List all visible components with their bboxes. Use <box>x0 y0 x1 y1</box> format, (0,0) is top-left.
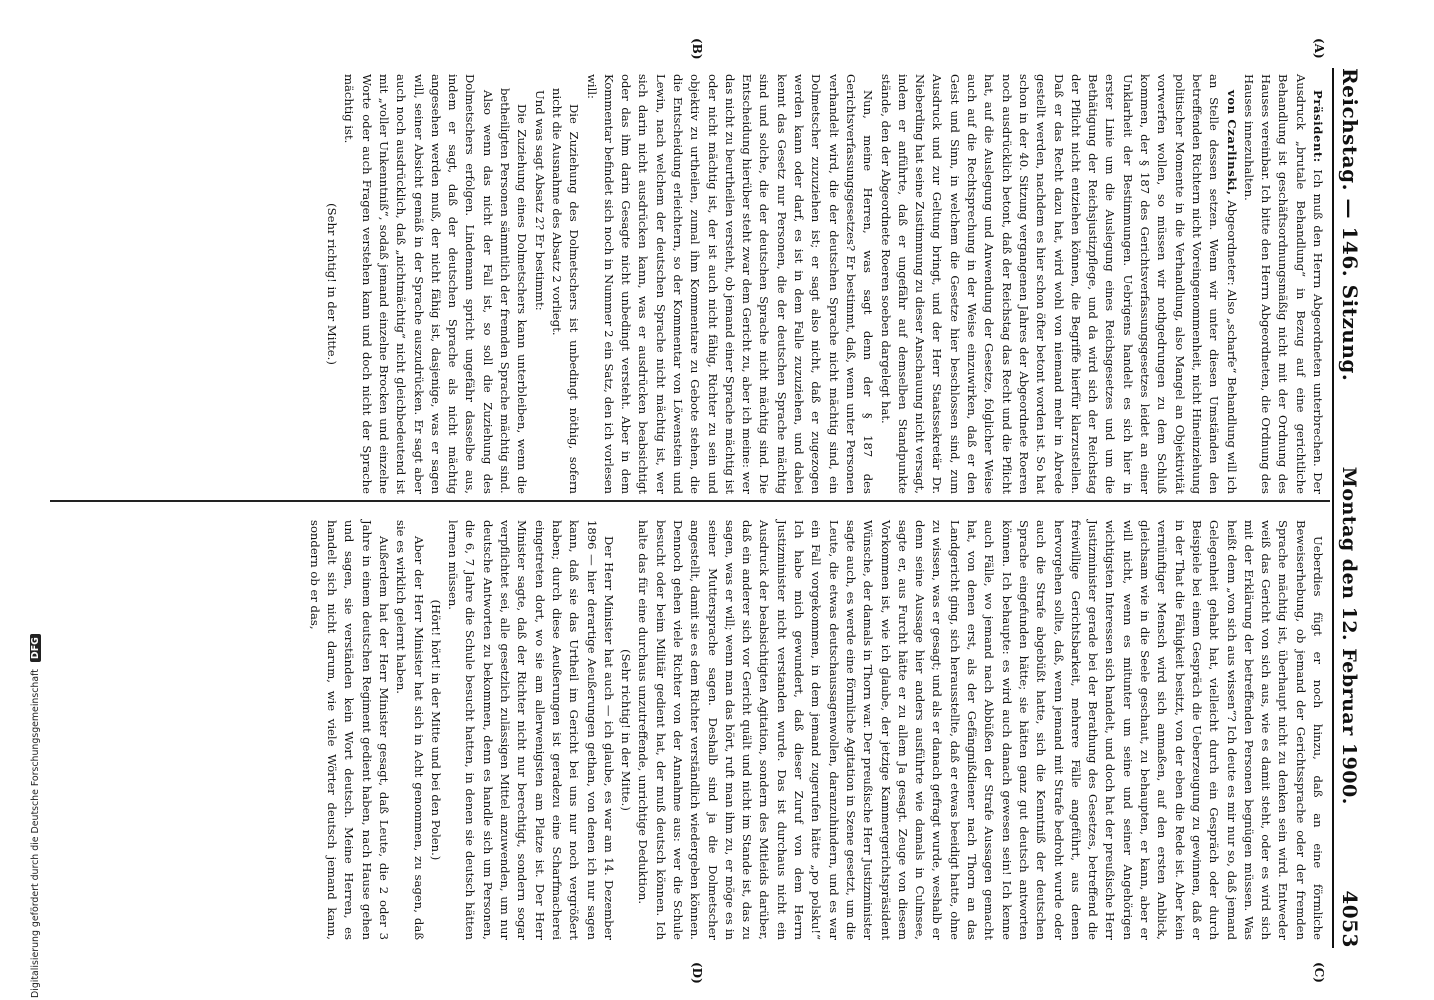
speaker-name: Präsident: <box>1311 90 1325 170</box>
paragraph-text: Ueberdies fügt er noch hinzu, daß an eine förmliche Beweiserhebung, ob jemand der Gerichtssprache oder der fremden Sprache mächtig ist, überhaupt nicht zu denken sein wird. Entweder weiß das Gericht von sich aus, wie es damit steht, oder es wird sich mit der Erklärung der betreffenden Personen begnügen müssen. Was heißt denn „von sich aus wissen“? Ich deute es mir nur so, daß jemand Gelegenheit gehabt hat, vielleicht durch ein Gespräch oder durch Beispiele bei einem Gespräch die Ueberzeugung zu gewinnen, daß er in der That die Fähigkeit besitzt, von der eben die Rede ist. Aber kein vernünftiger Mensch wird sich anmaßen, auf den ersten Anblick, gleichsam wie in die Seele geschaut, zu behaupten, er kann, aber er will nicht, wenn es mitunter um seine und seiner Angehörigen wichtigsten Interessen sich handelt, und doch hat der preußische Herr Justizminister gerade bei der Berathung des Gesetzes, betreffend die freiwillige Gerichtsbarkeit, mehrere Fälle angeführt, aus denen hervorgehen sollte, daß, wenn jemand mit Strafe bedroht wurde oder auch die Strafe abgebüßt hatte, sich die Kenntniß der deutschen Sprache eingefunden hätte; sie hätten ganz gut deutsch antworten können. Ich behaupte: es wird auch danach gewesen sein! Ich kenne auch Fälle, wo jemand nach Abbüßen der Strafe Aussagen gemacht hat, von denen erst, als der Gefängnißdiener nach Thorn an das Landgericht ging, sich herausstellte, daß er etwas beeidigt hatte, ohne zu wissen, was er gesagt; und als er danach gefragt wurde, weshalb er denn seine Aussage hier anders ausführte wie damals in Culmsee, sagte er, aus Furcht hätte er zu allem Ja gesagt. Zeuge von diesem Vorkommen ist, wie ich glaube, der jetzige Kammergerichtspräsident Wünsche, der damals in Thorn war. Der preußische Herr Justizminister sagte auch, es werde eine förmliche Agitation in Szene gesetzt, um die Leute, die etwas deutschaussagenwollen, daranzuhindern, und es war ein Fall vorgekommen, in dem jemand zugerufen hätte „po polsku!“ Ich habe mich gewundert, daß dieser Zuruf von dem Herrn Justizminister nicht verstanden wurde. Das ist durchaus nicht ein Ausdruck der beabsichtigten Agitation, sondern des Mitleids darüber, daß ein anderer sich vor Gericht quält und nicht im Stande ist, das zu sagen, was er will; wenn man das hört, ruft man ihm zu, er möge es in seiner Muttersprache sagen. Deshalb sind ja die Dolmetscher angestellt, damit sie es dem Richter verständlich wiedergeben können. Dennoch gehen viele Richter von der Annahme aus: wer die Schule besucht oder beim Militär gedient hat, der muß deutsch können. Ich halte das für eine durchaus unzutreffende, unrichtige Deduktion. <box>636 520 1325 940</box>
paragraph <box>427 520 444 940</box>
credit-text: Digitalisierung gefördert durch die Deutsche Forschungsgemeinschaft <box>30 669 41 998</box>
header-rule <box>1332 68 1334 948</box>
page-number: 4053 <box>1338 890 1362 948</box>
paragraph <box>496 74 531 494</box>
paragraph-text: Aber der Herr Minister hat sich in Acht genommen, zu sagen, daß sie es wirklich gelernt haben. <box>394 520 426 940</box>
paragraph-text: (Sehr richtig! in der Mitte.) <box>619 649 634 811</box>
paragraph <box>444 520 617 940</box>
paragraph <box>876 74 1239 494</box>
paragraph-text: Die Zuziehung des Dolmetschers ist unbedingt nöthig, sofern nicht die Ausnahme des Absatz 2 vorliegt. <box>549 88 582 494</box>
paragraph-text: Außerdem hat der Herr Minister gesagt, daß Leute, die 2 oder 3 Jahre in einem deutschen Regiment gedient haben, nach Hause gehen und sagen, sie verständen kein Wort deutsch. Meine Herren, es handelt sich nicht darum, wie viele Wörter deutsch jemand kann, sondern ob er das, <box>307 520 391 940</box>
margin-marker-b: (B) <box>690 38 704 60</box>
paragraph-text: Nun, meine Herren, was sagt denn der § 187 des Gerichtsverfassungsgesetzes? Er bestimmt, daß, wenn unter Personen verhandelt wird, die der deutschen Sprache nicht mächtig sind, ein Dolmetscher zuzuziehen ist; er sagt also nicht, daß er zugezogen werden kann oder darf, es ist in dem Falle zuzuziehen, und dabei kennt das Gesetz nur Personen, die der deutschen Sprache mächtig sind und solche, die der deutschen Sprache nicht mächtig sind. Die Entscheidung hierüber steht zwar dem Gericht zu, aber ich meine: wer das nicht zu beurtheilen versteht, ob jemand einer Sprache mächtig ist oder nicht mächtig ist, der ist auch nicht fähig, Richter zu sein und objektiv zu urtheilen, zumal ihm Kommentare zu Gebote stehen, die die Entscheidung erleichtern, so der Kommentar von Löwenstein und Lewin, nach welchem der deutschen Sprache nicht mächtig ist, wer sich darin nicht ausdrücken kann, was er ausdrücken beabsichtigt oder das ihm darin Gesagte nicht unbedingt versteht. Aber in dem Kommentar befindet sich noch in Nummer 2 ein Satz, den ich vorlesen will: <box>584 74 876 494</box>
paragraph-text: Und was sagt Absatz 2? Er bestimmt: <box>532 90 547 311</box>
paragraph-text: Ich muß den Herrn Abgeordneten unterbrechen. Der Ausdruck „brutale Behandlung“ in Bezug auf eine gerichtliche Behandlung ist geschäftsordnungsmäßig nicht mit der Ordnung des Hauses vereinbar. Ich bitte den Herrn Abgeordneten, die Ordnung des Hauses innezuhalten. <box>1241 74 1325 495</box>
paragraph <box>305 520 391 940</box>
margin-marker-d: (D) <box>690 962 704 984</box>
paragraph <box>1240 74 1326 494</box>
paragraph-text: Also wenn das nicht der Fall ist, so soll die Zuziehung des Dolmetschers erfolgen. Lindemann spricht ungefähr dasselbe aus, indem er sagt, daß der deutschen Sprache als nicht mächtig angesehen werden muß, der nicht fähig ist, dasjenige, was er sagen will, seiner Absicht gemäß in der Sprache auszudrücken. Er sagt aber auch noch ausdrücklich, daß „nichtmächtig“ nicht gleichbedeutend ist mit „voller Unkenntniß“, sodaß jemand einzelne Brocken und einzelne Worte oder auch Fragen verstehen kann und doch nicht der Sprache mächtig ist. <box>342 74 495 494</box>
paragraph-text: Abgeordneter: Also „scharfe“ Behandlung will ich an Stelle dessen setzen. Wenn wir unter diesen Umständen den betreffenden Richtern nicht Voreingenommenheit, nicht Hineinziehung politischer Momente in die Verhandlung, also Mangel an Objektivität vorwerfen wollen, so müssen wir nothgedrungen zu dem Schluß kommen, der § 187 des Gerichtsverfassungsgesetzes leidet an einer Unklarheit der Bestimmungen. Uebrigens handelt es sich hier in erster Linie um die Auslegung eines Reichsgesetzes und um die Bethätigung der Reichsjustizpflege, und da wird sich der Reichstag der Pflicht nicht entziehen können, die Begriffe hierfür klarzustellen. Daß er das Recht dazu hat, wird wohl von niemand mehr in Abrede gestellt werden, nachdem es hier schon öfter betont worden ist. So hat schon in der 40. Sitzung vergangenen Jahres der Abgeordnete Roeren noch ausdrücklich betont, daß der Reichstag das Recht und die Pflicht hat, auf die Auslegung und Anwendung der Gesetze, folglicher Weise auch auf die Rechtsprechung in der Weise einzuwirken, daß er den Geist und Sinn, in welchem die Gesetze hier beschlossen sind, zum Ausdruck und zur Geltung bringt, und der Herr Staatssekretär Dr. Nieberding hat seine Zustimmung zu dieser Anschauung nicht versagt, indem er anführte, daß er ungefähr auf demselben Standpunkte stände, den der Abgeordnete Roeren soeben dargelegt hat. <box>878 74 1239 494</box>
left-column <box>323 74 1326 494</box>
paragraph <box>582 74 876 494</box>
paragraph-text: (Hört! hört! in der Mitte und bei den Polen.) <box>428 599 443 861</box>
right-column <box>305 520 1326 940</box>
paragraph <box>617 520 634 940</box>
margin-marker-c: (C) <box>1312 962 1326 983</box>
paragraph <box>548 74 583 494</box>
page-header <box>1338 68 1374 948</box>
paragraph-text: (Sehr richtig! in der Mitte.) <box>325 203 340 365</box>
column-divider <box>50 500 1330 502</box>
paragraph <box>634 520 1326 940</box>
paragraph-text: Die Zuziehung eines Dolmetschers kann unterbleiben, wenn die betheiligten Personen sämmtlich der fremden Sprache mächtig sind. <box>498 88 530 494</box>
margin-marker-a: (A) <box>1312 38 1326 59</box>
digitization-credit <box>30 634 41 998</box>
paragraph <box>323 74 340 494</box>
paragraph <box>530 74 547 494</box>
header-date: Montag den 12. Februar 1900. <box>1338 466 1360 805</box>
speaker-name: von Czarlinski, <box>1224 90 1239 201</box>
paragraph-text: Der Herr Minister hat auch — ich glaube, es war am 14. Dezember 1896 — hier derartige Aeußerungen gethan, von denen ich nur sagen kann, daß sie das Urtheil im Gericht bei uns nur noch vergrößert haben; durch diese Aeußerungen ist geradezu eine Scharfmacherei eingetreten dort, wo sie am allerwenigsten am Platze ist. Der Herr Minister sagte, daß der Richter nicht nur berechtigt, sondern sogar verpflichtet sei, alle gesetzlich zulässigen Mittel anzuwenden, um nur deutsche Antworten zu bekommen, denn es handle sich um Personen, die 6, 7 Jahre die Schule besucht hatten, in denen sie deutsch hätten lernen müssen. <box>446 520 616 940</box>
header-title: Reichstag. — 146. Sitzung. <box>1338 68 1362 382</box>
dfg-logo: DFG <box>30 634 41 662</box>
paragraph <box>340 74 496 494</box>
paragraph <box>392 520 427 940</box>
